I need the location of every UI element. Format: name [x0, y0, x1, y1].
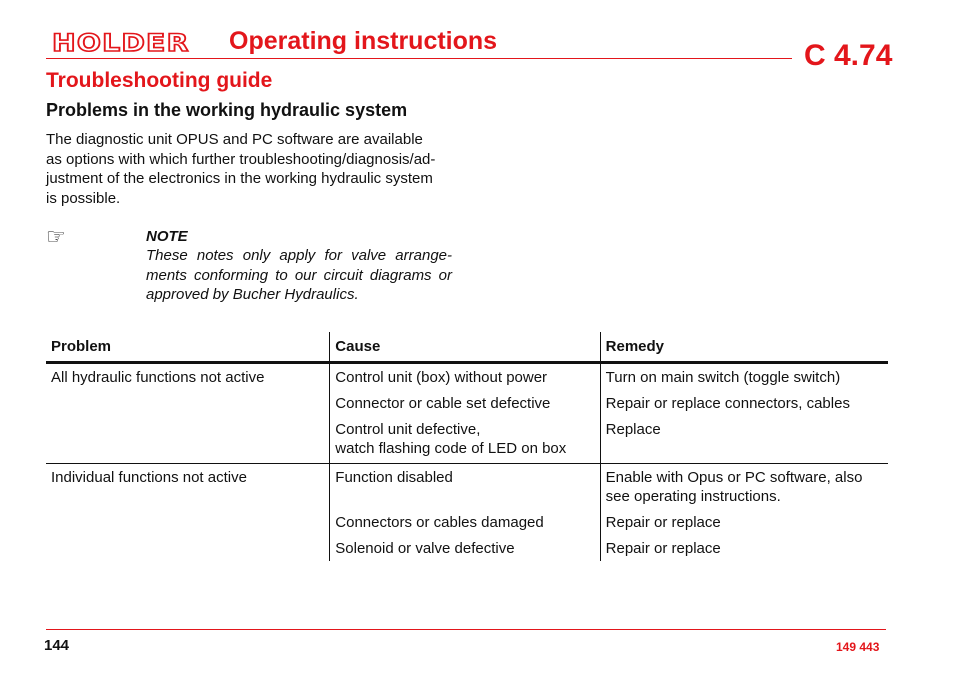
table-row — [46, 390, 888, 416]
document-number: 149 443 — [836, 640, 880, 654]
subsection-title: Problems in the working hydraulic system — [46, 100, 408, 120]
header-divider — [46, 58, 792, 59]
problem-cell — [46, 390, 330, 416]
problem-cell — [46, 509, 330, 535]
cause-cell — [330, 416, 600, 464]
problem-cell: Individual functions not active — [46, 464, 330, 510]
page-code: C 4.74 — [804, 39, 893, 72]
cause-cell — [330, 535, 600, 561]
intro-line: as options with which further troubleshooting/diagnosis/ad- — [46, 150, 436, 168]
table-header-row — [46, 332, 888, 363]
remedy-line: Turn on main switch (toggle switch) — [605, 369, 841, 386]
document-title: Operating instructions — [229, 27, 498, 55]
remedy-line: Repair or replace — [605, 514, 721, 531]
problem-cell: All hydraulic functions not active — [46, 363, 330, 391]
remedy-cell — [600, 390, 888, 416]
intro-line: The diagnostic unit OPUS and PC software are available — [46, 131, 423, 148]
remedy-cell — [600, 509, 888, 535]
table-row — [46, 509, 888, 535]
footer-divider — [46, 629, 886, 630]
pointing-hand-icon: ☞ — [46, 225, 66, 250]
cause-line: Function disabled — [335, 469, 453, 486]
cause-line: Solenoid or valve defective — [335, 540, 515, 557]
table-row — [46, 464, 888, 510]
cause-line: Connector or cable set defective — [335, 395, 551, 412]
intro-paragraph — [46, 130, 452, 208]
troubleshooting-table — [46, 332, 888, 561]
cause-cell — [330, 464, 600, 510]
cause-line: watch flashing code of LED on box — [335, 440, 567, 457]
section-title: Troubleshooting guide — [46, 69, 273, 92]
table-row — [46, 535, 888, 561]
note-label: NOTE — [146, 228, 188, 245]
problem-cell — [46, 535, 330, 561]
problem-cell — [46, 416, 330, 464]
header-cause: Cause — [330, 332, 600, 363]
remedy-line: Repair or replace — [605, 540, 721, 557]
header-problem: Problem — [46, 332, 330, 363]
cause-line: Control unit (box) without power — [335, 369, 548, 386]
remedy-cell — [600, 416, 888, 464]
table-row — [46, 416, 888, 464]
cause-line: Control unit defective, — [335, 421, 481, 438]
table-row — [46, 363, 888, 391]
intro-line: is possible. — [46, 189, 121, 207]
intro-line: justment of the electronics in the working hydraulic system — [46, 170, 433, 187]
remedy-line: see operating instructions. — [605, 488, 781, 505]
remedy-line: Enable with Opus or PC software, also — [605, 469, 863, 486]
note-text: These notes only apply for valve arrange-ments conforming to our circuit diagrams or approved by Bucher Hydraulics. — [146, 247, 452, 303]
remedy-line: Replace — [605, 421, 661, 438]
cause-cell — [330, 363, 600, 391]
remedy-cell — [600, 363, 888, 391]
remedy-line: Repair or replace connectors, cables — [605, 395, 850, 412]
holder-logo: HOLDER — [52, 29, 190, 57]
header-remedy: Remedy — [600, 332, 888, 363]
cause-line: Connectors or cables damaged — [335, 514, 544, 531]
page-number: 144 — [44, 637, 70, 654]
remedy-cell — [600, 464, 888, 510]
remedy-cell — [600, 535, 888, 561]
cause-cell — [330, 509, 600, 535]
cause-cell — [330, 390, 600, 416]
